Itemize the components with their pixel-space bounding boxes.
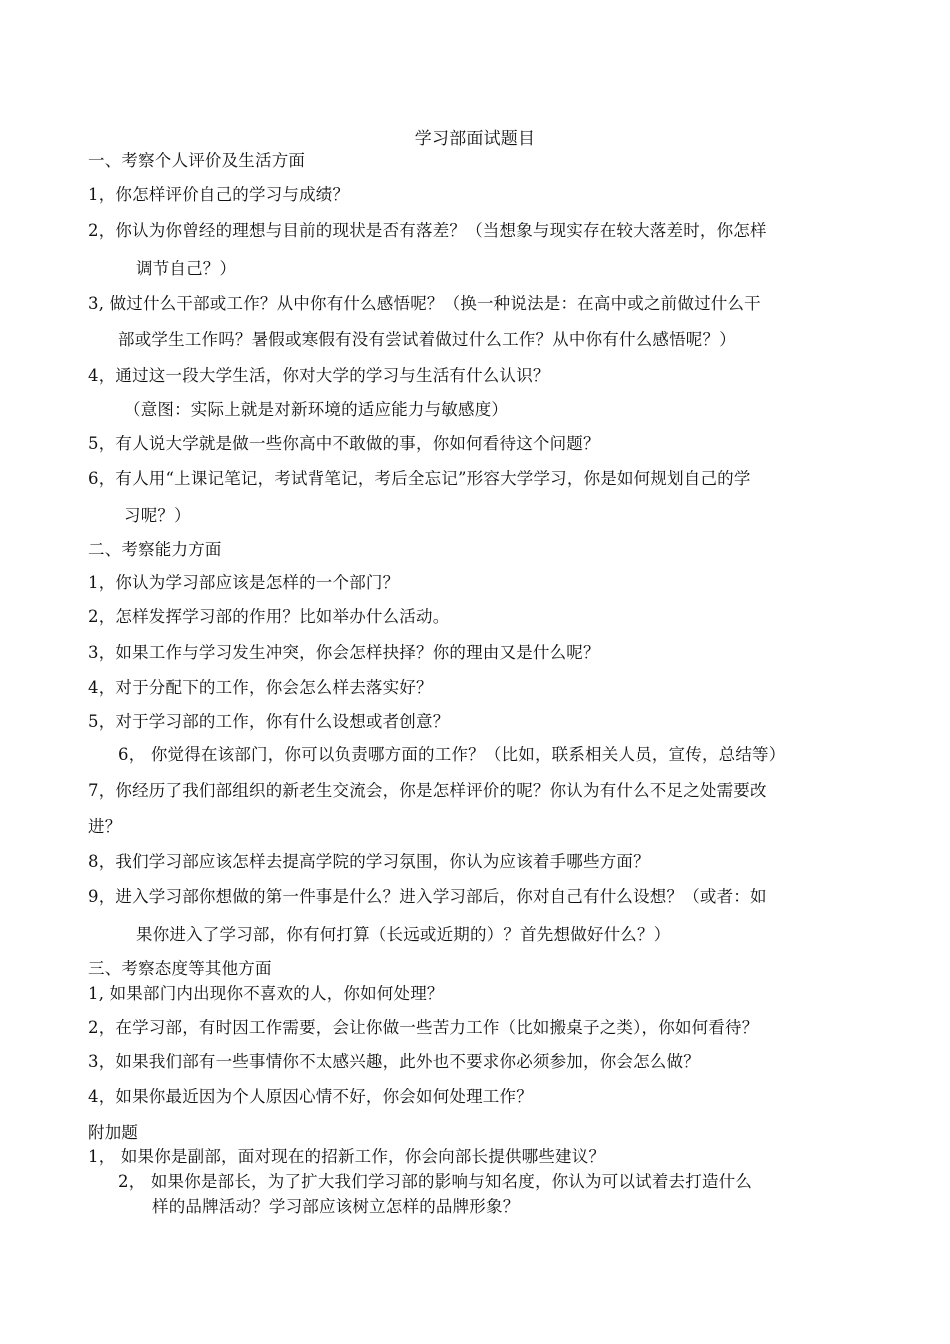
section1-question-6: 6，有人用“上课记笔记，考试背笔记，考后全忘记”形容大学学习，你是如何规划自己的学: [88, 469, 751, 488]
section2-question-4: 4，对于分配下的工作，你会怎么样去落实好？: [88, 678, 433, 697]
section1-question-2-cont: 调节自己？）: [136, 259, 237, 278]
extra-heading: 附加题: [88, 1123, 139, 1142]
section1-question-4-note: （意图：实际上就是对新环境的适应能力与敏感度）: [124, 400, 509, 419]
extra-question-2: 2， 如果你是部长，为了扩大我们学习部的影响与知名度，你认为可以试着去打造什么: [118, 1172, 753, 1191]
section1-question-2: 2，你认为你曾经的理想与目前的现状是否有落差？（当想象与现实存在较大落差时，你怎样: [88, 221, 767, 240]
section2-question-5: 5，对于学习部的工作，你有什么设想或者创意？: [88, 712, 450, 731]
section1-question-4: 4，通过这一段大学生活，你对大学的学习与生活有什么认识？: [88, 366, 550, 385]
section1-question-6-cont: 习呢？）: [124, 506, 191, 525]
section2-question-8: 8，我们学习部应该怎样去提高学院的学习氛围，你认为应该着手哪些方面？: [88, 852, 650, 871]
section2-question-2: 2，怎样发挥学习部的作用？比如举办什么活动。: [88, 607, 450, 626]
section2-question-7: 7，你经历了我们部组织的新老生交流会，你是怎样评价的呢？你认为有什么不足之处需要改: [88, 781, 767, 800]
extra-question-2-cont: 样的品牌活动？学习部应该树立怎样的品牌形象？: [152, 1197, 520, 1216]
section2-question-6: 6， 你觉得在该部门，你可以负责哪方面的工作？（比如，联系相关人员，宣传，总结等）: [118, 745, 786, 764]
section2-question-7-cont: 进？: [88, 817, 122, 836]
section3-question-4: 4，如果你最近因为个人原因心情不好，你会如何处理工作？: [88, 1087, 533, 1106]
page-title: 学习部面试题目: [414, 129, 536, 149]
section2-question-3: 3，如果工作与学习发生冲突，你会怎样抉择？你的理由又是什么呢？: [88, 643, 600, 662]
section3-question-3: 3，如果我们部有一些事情你不太感兴趣，此外也不要求你必须参加，你会怎么做？: [88, 1052, 700, 1071]
section1-question-3-cont: 部或学生工作吗？暑假或寒假有没有尝试着做过什么工作？从中你有什么感悟呢？）: [118, 330, 736, 349]
section2-question-1: 1，你认为学习部应该是怎样的一个部门？: [88, 573, 400, 592]
extra-question-1: 1， 如果你是副部，面对现在的招新工作，你会向部长提供哪些建议？: [88, 1147, 606, 1166]
section1-question-1: 1，你怎样评价自己的学习与成绩？: [88, 185, 350, 204]
section1-question-5: 5，有人说大学就是做一些你高中不敢做的事，你如何看待这个问题？: [88, 434, 600, 453]
section3-question-2: 2，在学习部，有时因工作需要，会让你做一些苦力工作（比如搬桌子之类），你如何看待？: [88, 1018, 759, 1037]
section3-question-1: 1, 如果部门内出现你不喜欢的人，你如何处理？: [88, 984, 444, 1003]
section1-heading: 一、考察个人评价及生活方面: [88, 151, 306, 170]
section2-heading: 二、考察能力方面: [88, 540, 222, 559]
section1-question-3: 3, 做过什么干部或工作？从中你有什么感悟呢？（换一种说法是：在高中或之前做过什么干: [88, 294, 761, 313]
section3-heading: 三、考察态度等其他方面: [88, 959, 272, 978]
section2-question-9-cont: 果你进入了学习部，你有何打算（长远或近期的）？首先想做好什么？）: [136, 925, 671, 944]
section2-question-9: 9，进入学习部你想做的第一件事是什么？进入学习部后，你对自己有什么设想？（或者：如: [88, 887, 767, 906]
